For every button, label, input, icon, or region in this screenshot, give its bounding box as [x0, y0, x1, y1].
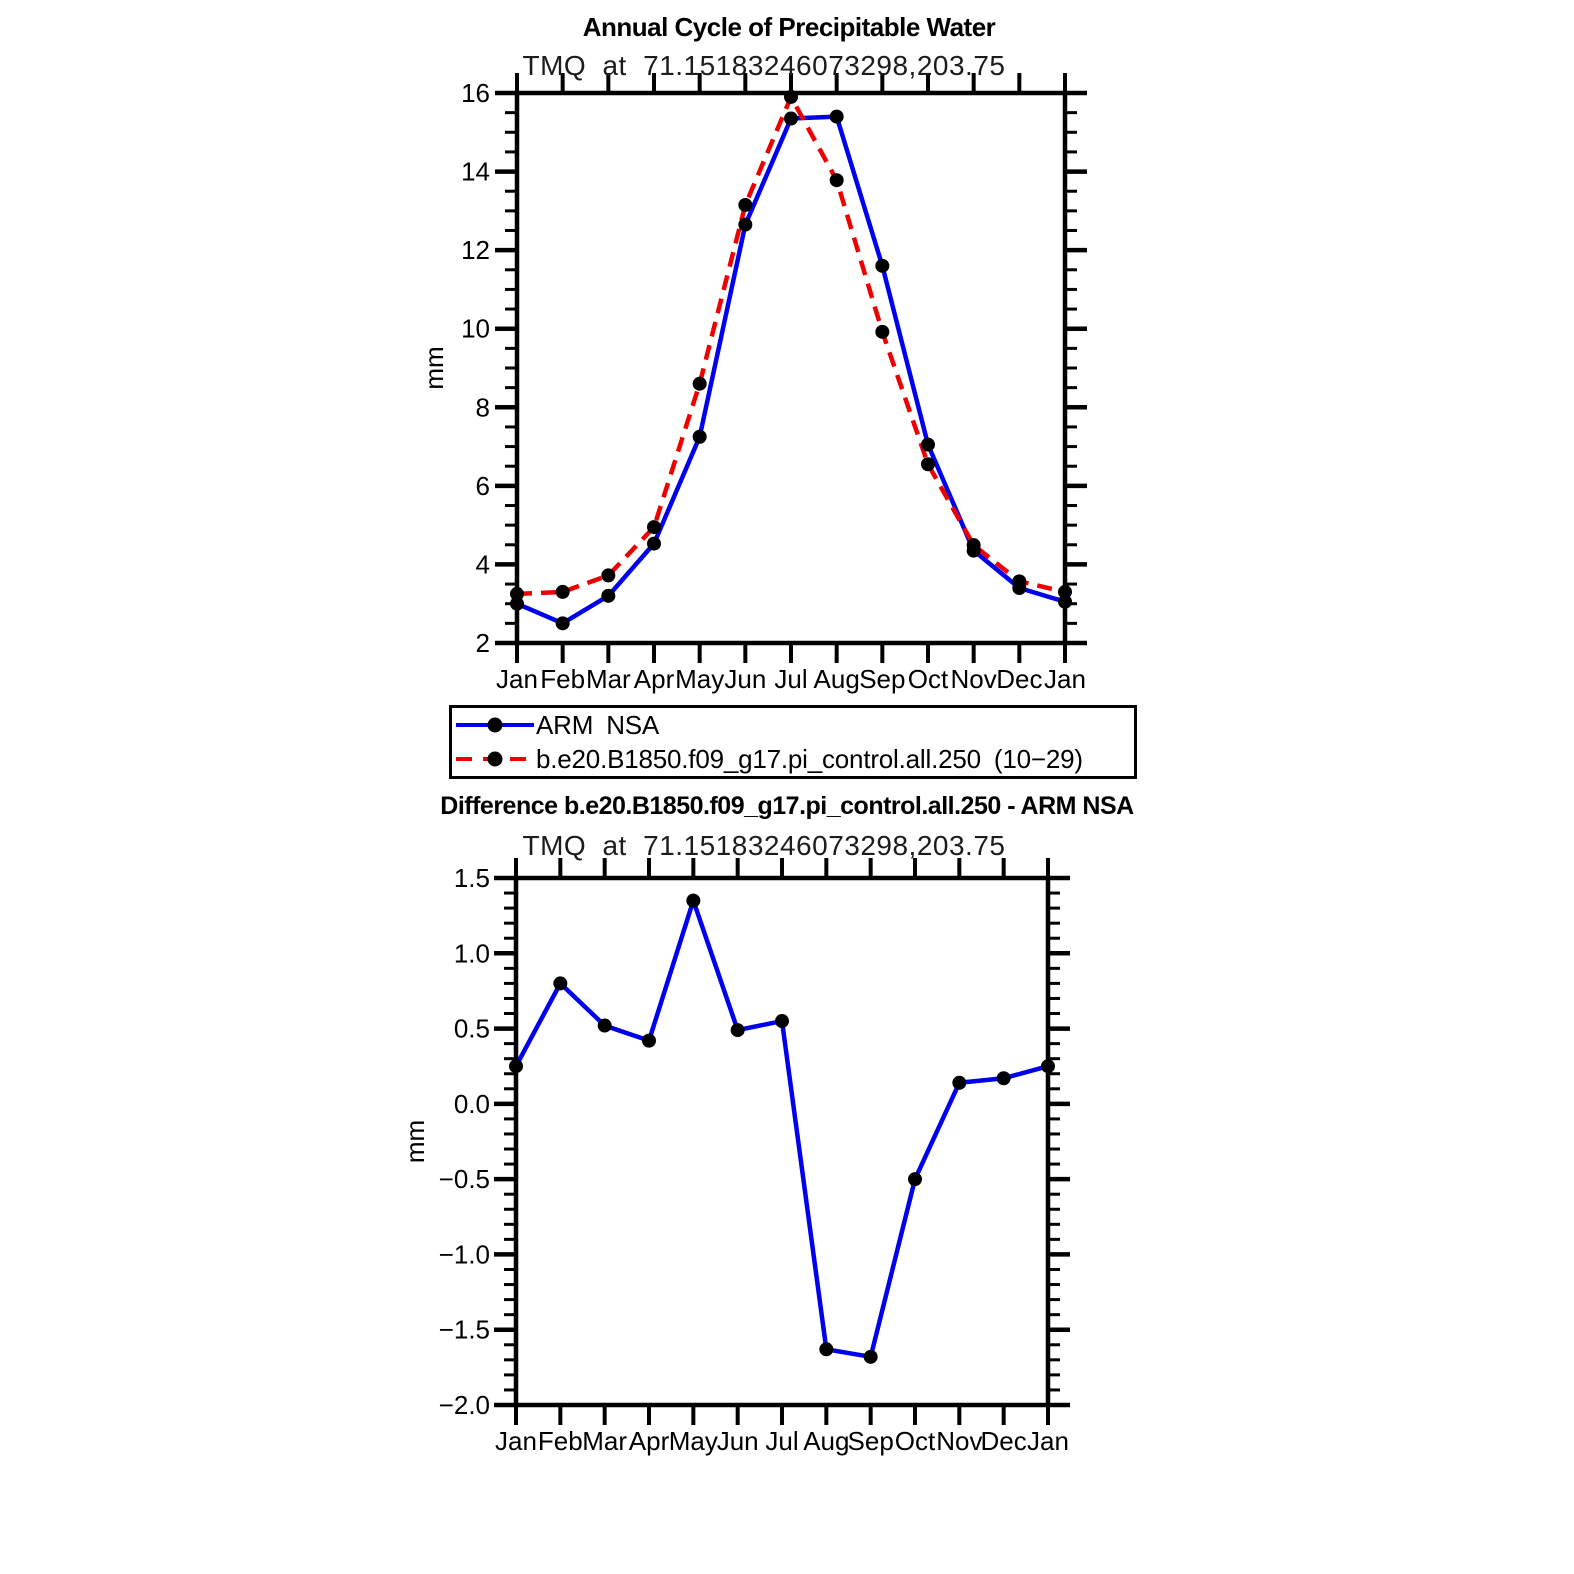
y-tick-label: 1.5: [453, 863, 490, 893]
data-point: [647, 520, 661, 534]
x-tick-label: Sep: [859, 664, 906, 694]
legend-label-model-case: b.e20.B1850.f09_g17.pi_control.all.250 (10−29): [536, 743, 1083, 774]
x-tick-label: Apr: [633, 664, 675, 694]
data-point: [556, 616, 570, 630]
y-tick-label: 8: [475, 392, 490, 423]
difference-chart-subtitle: TMQ at 71.15183246073298,203.75: [522, 830, 1006, 861]
x-tick-label: Dec: [996, 664, 1043, 694]
legend-line-sample-solid-blue: [456, 723, 534, 727]
legend-line-sample-dashed-red: [456, 757, 534, 761]
legend-marker-dot-icon: [488, 752, 503, 767]
data-point: [509, 1059, 523, 1073]
x-tick-label: Aug: [803, 1426, 850, 1456]
data-point: [908, 1172, 922, 1186]
data-point: [875, 325, 889, 339]
series-line-difference: [516, 901, 1048, 1357]
x-tick-label: Jan: [495, 1426, 537, 1456]
y-tick-label: 1.0: [453, 938, 490, 969]
x-tick-label: Feb: [540, 664, 586, 694]
data-point: [952, 1076, 966, 1090]
chart-1: [419, 73, 1087, 694]
y-tick-label: 14: [461, 156, 490, 187]
y-tick-label: 12: [461, 235, 490, 266]
x-tick-label: May: [675, 664, 725, 694]
data-point: [553, 976, 567, 990]
data-point: [830, 173, 844, 187]
x-tick-label: Jun: [716, 1426, 759, 1456]
x-tick-label: Nov: [950, 664, 997, 694]
data-point: [921, 457, 935, 471]
top-chart-title: Annual Cycle of Precipitable Water: [582, 12, 996, 42]
data-point: [784, 90, 798, 104]
x-tick-label: Jun: [724, 664, 767, 694]
chart-2: [400, 858, 1070, 1456]
y-tick-label: 6: [475, 470, 490, 501]
plot-frame: [516, 878, 1048, 1405]
series-line-b-e20-b1850-f09-g17-pi-control-all-250-10-29: [517, 97, 1065, 594]
y-tick-label: 16: [461, 78, 490, 108]
data-point: [510, 587, 524, 601]
data-point: [997, 1071, 1011, 1085]
data-point: [731, 1023, 745, 1037]
data-point: [556, 585, 570, 599]
x-tick-label: Oct: [907, 664, 949, 694]
data-point: [598, 1019, 612, 1033]
x-tick-label: Mar: [585, 664, 631, 694]
x-tick-label: Jan: [496, 664, 538, 694]
x-tick-label: Jul: [774, 664, 808, 694]
x-tick-label: Apr: [628, 1426, 670, 1456]
y-tick-label: 0.5: [453, 1013, 490, 1044]
data-point: [921, 438, 935, 452]
data-point: [738, 198, 752, 212]
y-tick-label: −1.0: [438, 1239, 490, 1270]
data-point: [819, 1342, 833, 1356]
data-point: [642, 1034, 656, 1048]
x-tick-label: Sep: [847, 1426, 894, 1456]
data-point: [738, 218, 752, 232]
legend-label-arm-nsa: ARM NSA: [536, 709, 660, 740]
legend-row-arm-nsa: [452, 708, 1134, 742]
y-tick-label: 0.0: [453, 1088, 490, 1119]
series-line-arm-nsa: [517, 117, 1065, 624]
y-axis-label: mm: [400, 1119, 430, 1164]
y-tick-label: 4: [475, 549, 490, 580]
x-tick-label: Oct: [894, 1426, 936, 1456]
y-tick-label: 2: [475, 628, 490, 658]
x-tick-label: Mar: [582, 1426, 628, 1456]
data-point: [647, 537, 661, 551]
legend-row-model-case: [452, 742, 1134, 776]
data-point: [693, 430, 707, 444]
x-tick-label: Aug: [813, 664, 860, 694]
top-chart-subtitle: TMQ at 71.15183246073298,203.75: [522, 50, 1006, 81]
x-tick-label: Nov: [936, 1426, 983, 1456]
y-tick-label: −0.5: [438, 1164, 490, 1195]
data-point: [1012, 574, 1026, 588]
x-tick-label: Dec: [980, 1426, 1027, 1456]
y-tick-label: −2.0: [438, 1390, 490, 1420]
legend: [449, 705, 1137, 779]
y-tick-label: −1.5: [438, 1314, 490, 1345]
x-tick-label: Jan: [1027, 1426, 1069, 1456]
difference-chart-title: Difference b.e20.B1850.f09_g17.pi_control.all.250 - ARM NSA: [440, 792, 1134, 820]
data-point: [875, 259, 889, 273]
y-tick-label: 10: [461, 313, 490, 344]
legend-marker-dot-icon: [488, 718, 503, 733]
x-tick-label: Feb: [537, 1426, 583, 1456]
data-point: [864, 1350, 878, 1364]
data-point: [693, 377, 707, 391]
data-point: [686, 894, 700, 908]
y-axis-label: mm: [419, 346, 449, 390]
data-point: [830, 110, 844, 124]
x-tick-label: May: [668, 1426, 718, 1456]
data-point: [967, 538, 981, 552]
data-point: [601, 589, 615, 603]
data-point: [784, 112, 798, 126]
data-point: [775, 1014, 789, 1028]
x-tick-label: Jan: [1044, 664, 1086, 694]
x-tick-label: Jul: [765, 1426, 799, 1456]
data-point: [1058, 585, 1072, 599]
data-point: [601, 568, 615, 582]
data-point: [1041, 1059, 1055, 1073]
